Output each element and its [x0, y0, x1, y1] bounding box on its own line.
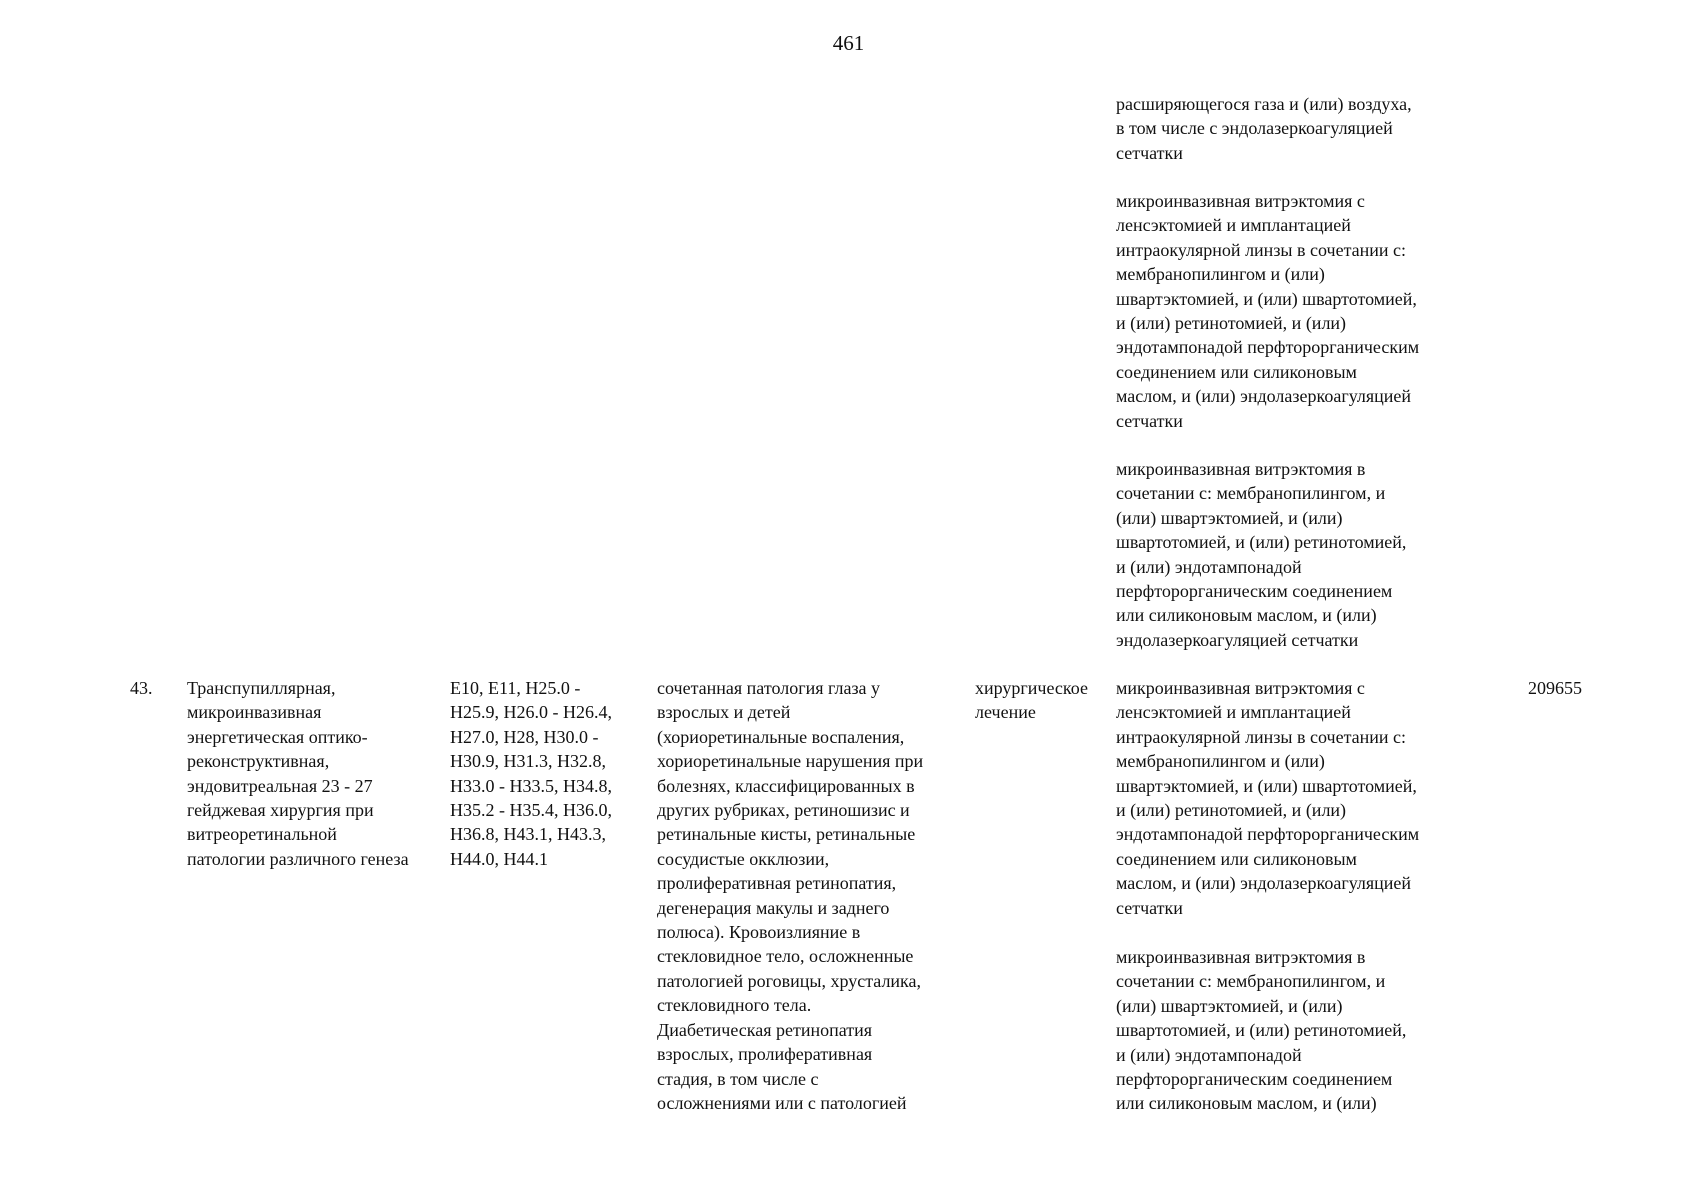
- treatment-method-2: микроинвазивная витрэктомия в сочетании с: мембранопилингом, и (или) швартэктомией, и (или) швартотомией, и (или) ретинотомией, и (или) эндотампонадой перфторорганическим соединением или силиконовым маслом, и (или): [1116, 947, 1407, 1114]
- continued-method-3: микроинвазивная витрэктомия в сочетании с: мембранопилингом, и (или) швартэктомией, и (или) швартотомией, и (или) ретинотомией, и (или) эндотампонадой перфторорганическим соединением или силиконовым маслом, и (или) эндолазеркоагуляцией сетчатки: [1116, 459, 1407, 650]
- continued-method-2: микроинвазивная витрэктомия с ленсэктомией и имплантацией интраокулярной линзы в сочетании с: мембранопилингом и (или) швартэктомией, и (или) швартотомией, и (или) ретинотомией, и (или) эндотампонадой перфторорганическим соединением или силиконовым маслом, и (или) эндолазеркоагуляцией сетчатки: [1116, 191, 1420, 431]
- care-type-name: Транспупиллярная, микроинвазивная энергетическая оптико- реконструктивная, эндовитреальная 23 - 27 гейджевая хирургия при витреоретинальной патологии различного генеза: [187, 678, 409, 869]
- continued-method-1: расширяющегося газа и (или) воздуха, в том числе с эндолазеркоагуляцией сетчатки: [1116, 94, 1412, 163]
- patient-model: сочетанная патология глаза у взрослых и детей (хориоретинальные воспаления, хориоретинальные нарушения при болезнях, классифицированных в других рубриках, ретиношизис и ретинальные кисты, ретинальные сосудистые окклюзии, пролиферативная ретинопатия, дегенерация макулы и заднего полюса). Кровоизлияние в стекловидное тело, осложненные патологией роговицы, хрусталика, стекловидного тела. Диабетическая ретинопатия взрослых, пролиферативная стадия, в том числе с осложнениями или с патологией: [657, 678, 924, 1113]
- icd-codes: E10, E11, H25.0 - H25.9, H26.0 - H26.4, H27.0, H28, H30.0 - H30.9, H31.3, H32.8, H33.0 - H33.5, H34.8, H35.2 - H35.4, H36.0, H36.8, H43.1, H43.3, H44.0, H44.1: [450, 678, 612, 869]
- row-number: 43.: [130, 678, 153, 698]
- treatment-kind: хирургическое лечение: [975, 678, 1088, 723]
- page-number: 461: [832, 31, 865, 55]
- standard-cost: 209655: [1528, 678, 1582, 698]
- treatment-method-1: микроинвазивная витрэктомия с ленсэктомией и имплантацией интраокулярной линзы в сочетании с: мембранопилингом и (или) швартэктомией, и (или) швартотомией, и (или) ретинотомией, и (или) эндотампонадой перфторорганическим соединением или силиконовым маслом, и (или) эндолазеркоагуляцией сетчатки: [1116, 678, 1420, 918]
